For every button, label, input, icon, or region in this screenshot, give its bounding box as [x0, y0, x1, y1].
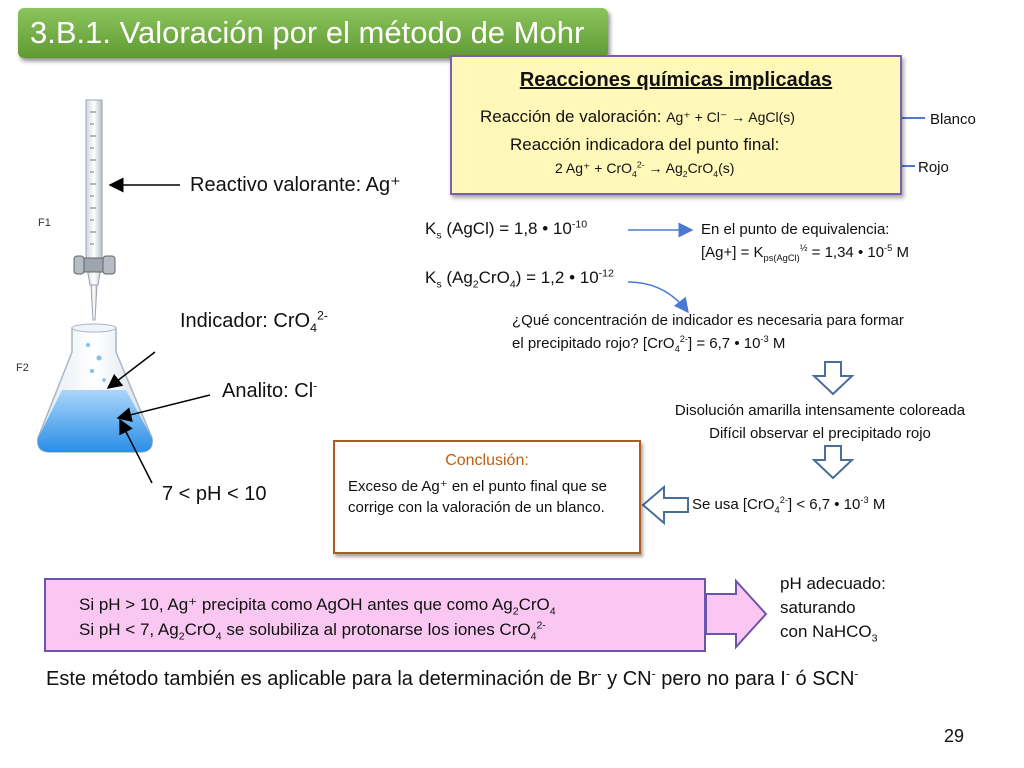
right-arrow-ph	[706, 581, 766, 647]
page-number: 29	[943, 726, 964, 746]
indicadora-equation: 2 $Ag^+ + CrO_4^{2-} \to Ag_2CrO_4(s)$	[555, 159, 735, 179]
reactivo-label: Reactivo valorante: Ag⁺	[190, 174, 401, 196]
ph-line1: Si pH > 10, Ag⁺ precipita como AgOH antes que como $Ag_2CrO_4$	[79, 595, 556, 618]
down-arrow-2	[814, 446, 852, 478]
valoracion-reaction	[480, 107, 795, 127]
ks-ag2cro4-arrow	[628, 282, 688, 312]
disolucion-line1: Disolución amarilla intensamente coloreada	[674, 402, 966, 419]
slide-title: 3.B.1. Valoración por el método de Mohr	[18, 8, 608, 58]
indicador-label: Indicador: CrO$_4^{2-}$	[180, 308, 328, 335]
ph-conditions-box	[44, 578, 706, 652]
equivalencia-line2: $[Ag+] = K_{ps(AgCl)}^{\frac{1}{2}} = 1,34$ • $10^{-5}$ M	[701, 243, 909, 263]
footer-note: Este método también es aplicable para la determinación de Br- y CN- pero no para I- ó SCN-	[46, 666, 859, 690]
indicadora-label: Reacción indicadora del punto final:	[510, 135, 780, 154]
ks-agcl: $K_s$ (AgCl) = 1,8 • $10^{-10}$	[425, 218, 588, 242]
analito-label: Analito: Cl-	[222, 378, 318, 402]
erlenmeyer-flask	[38, 324, 153, 452]
ph-adecuado-line3: con NaHCO$_3$	[780, 622, 878, 645]
conclusion-box	[333, 440, 641, 554]
conclusion-text: Exceso de Ag⁺ en el punto final que se corrige con la valoración de un blanco.	[348, 478, 607, 516]
reactions-box	[450, 55, 902, 195]
burette	[74, 100, 115, 320]
label-f1: F1	[38, 217, 51, 229]
equivalencia-line1: En el punto de equivalencia:	[701, 221, 890, 238]
ph-adecuado	[780, 572, 886, 644]
disolucion-line2: Difícil observar el precipitado rojo	[709, 425, 931, 442]
pregunta-line1: ¿Qué concentración de indicador es necesaria para formar	[512, 312, 904, 329]
blanco-label: Blanco	[930, 111, 976, 128]
ph-adecuado-line2: saturando	[780, 598, 856, 617]
left-arrow-conclusion	[643, 487, 688, 523]
label-f2: F2	[16, 362, 29, 374]
down-arrow-1	[814, 362, 852, 394]
ph-line2: Si pH < 7, $Ag_2CrO_4$ se solubiliza al protonarse los iones CrO$_4^{2-}$	[79, 619, 546, 643]
valoracion-equation: Ag⁺ + Cl⁻ → AgCl(s)	[666, 109, 795, 125]
valoracion-label: Reacción de valoración:	[480, 107, 662, 126]
pregunta-line2: el precipitado rojo? [CrO$_4^{2-}$] = 6,7 • $10^{-3}$ M	[512, 334, 786, 354]
rojo-label: Rojo	[918, 159, 949, 176]
reactions-heading: Reacciones químicas implicadas	[519, 69, 833, 91]
ph-range-label: 7 < pH < 10	[162, 483, 267, 505]
ph-adecuado-line1: pH adecuado:	[780, 574, 886, 593]
conclusion-title: Conclusión:	[445, 452, 529, 469]
ks-ag2cro4: $K_s$ $(Ag_2CrO_4) = 1,2$ • $10^{-12}$	[425, 267, 614, 291]
se-usa-text: Se usa [CrO$_4^{2-}$] < 6,7 • $10^{-3}$ M	[692, 495, 886, 515]
